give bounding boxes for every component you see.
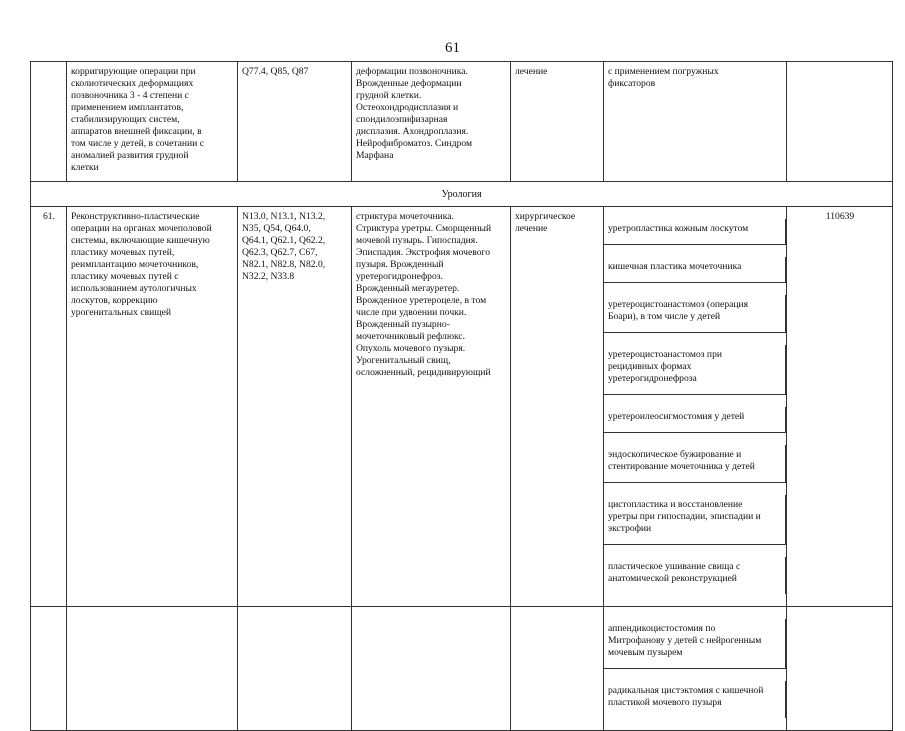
row-number: 61. (31, 207, 67, 607)
treatment-methods (604, 207, 787, 607)
patient-model: стриктура мочеточника. Стриктура уретры. Сморщенный мочевой пузырь. Гипоспадия. Эписпадия. Экстрофия мочевого пузыря. Врожденный уретерогидронефроз. Врожденный мегауретер. Врожденное уретероцеле, в том числе при удвоении почки. Врожденный пузырно- мочеточниковый рефлюкс. Опухоль мочевого пузыря. Урогенитальный свищ, осложненный, рецидивирующий (352, 207, 511, 607)
treatment-methods (604, 607, 787, 731)
page-number: 61 (445, 40, 460, 56)
medical-care-table (30, 61, 893, 731)
method-item: радикальная цистэктомия с кишечной пластикой мочевого пузыря (604, 681, 786, 718)
icd-codes: Q77.4, Q85, Q87 (238, 62, 352, 182)
table-row (31, 207, 893, 607)
method-item: уретероилеосигмостомия у детей (604, 407, 786, 433)
method-item: кишечная пластика мочеточника (604, 257, 786, 283)
cost-cell: 110639 (787, 207, 893, 607)
care-description: корригирующие операции при сколиотических деформациях позвоночника 3 - 4 степени с применением имплантатов, стабилизирующих систем, аппаратов внешней фиксации, в том числе у детей, в сочетании с аномалией развития грудной клетки (67, 62, 238, 182)
patient-model (352, 607, 511, 731)
patient-model: деформации позвоночника. Врожденные деформации грудной клетки. Остеохондродисплазия и спондилоэпифизарная дисплазия. Ахондроплазия. Нейрофиброматоз. Синдром Марфана (352, 62, 511, 182)
method-item: цистопластика и восстановление уретры при гипоспадии, эписпадии и экстрофии (604, 495, 786, 545)
icd-codes (238, 607, 352, 731)
row-number (31, 607, 67, 731)
method-item: уретропластика кожным лоскутом (604, 219, 786, 245)
treatment-type: хирургическое лечение (511, 207, 604, 607)
cost-cell (787, 607, 893, 731)
care-description (67, 607, 238, 731)
icd-codes: N13.0, N13.1, N13.2, N35, Q54, Q64.0, Q64.1, Q62.1, Q62.2, Q62.3, Q62.7, C67, N82.1, N82.8, N82.0, N32.2, N33.8 (238, 207, 352, 607)
section-title: Урология (31, 182, 893, 207)
treatment-method: с применением погружных фиксаторов (604, 62, 787, 182)
method-item: эндоскопическое бужирование и стентирование мочеточника у детей (604, 445, 786, 483)
table-row (31, 607, 893, 731)
method-item: пластическое ушивание свища с анатомической реконструкцией (604, 557, 786, 594)
cost-cell (787, 62, 893, 182)
table-row (31, 62, 893, 182)
care-description: Реконструктивно-пластические операции на органах мочеполовой системы, включающие кишечную пластику мочевых путей, реимплантацию мочеточников, пластику мочевых путей с использованием аутологичных лоскутов, коррекцию урогенитальных свищей (67, 207, 238, 607)
method-item: аппендикоцистостомия по Митрофанову у детей с нейрогенным мочевым пузырем (604, 619, 786, 669)
section-row (31, 182, 893, 207)
treatment-type (511, 607, 604, 731)
treatment-type: лечение (511, 62, 604, 182)
method-item: уретероцистоанастомоз (операция Боари), в том числе у детей (604, 295, 786, 333)
method-item: уретероцистоанастомоз при рецидивных формах уретерогидронефроза (604, 345, 786, 395)
row-number (31, 62, 67, 182)
